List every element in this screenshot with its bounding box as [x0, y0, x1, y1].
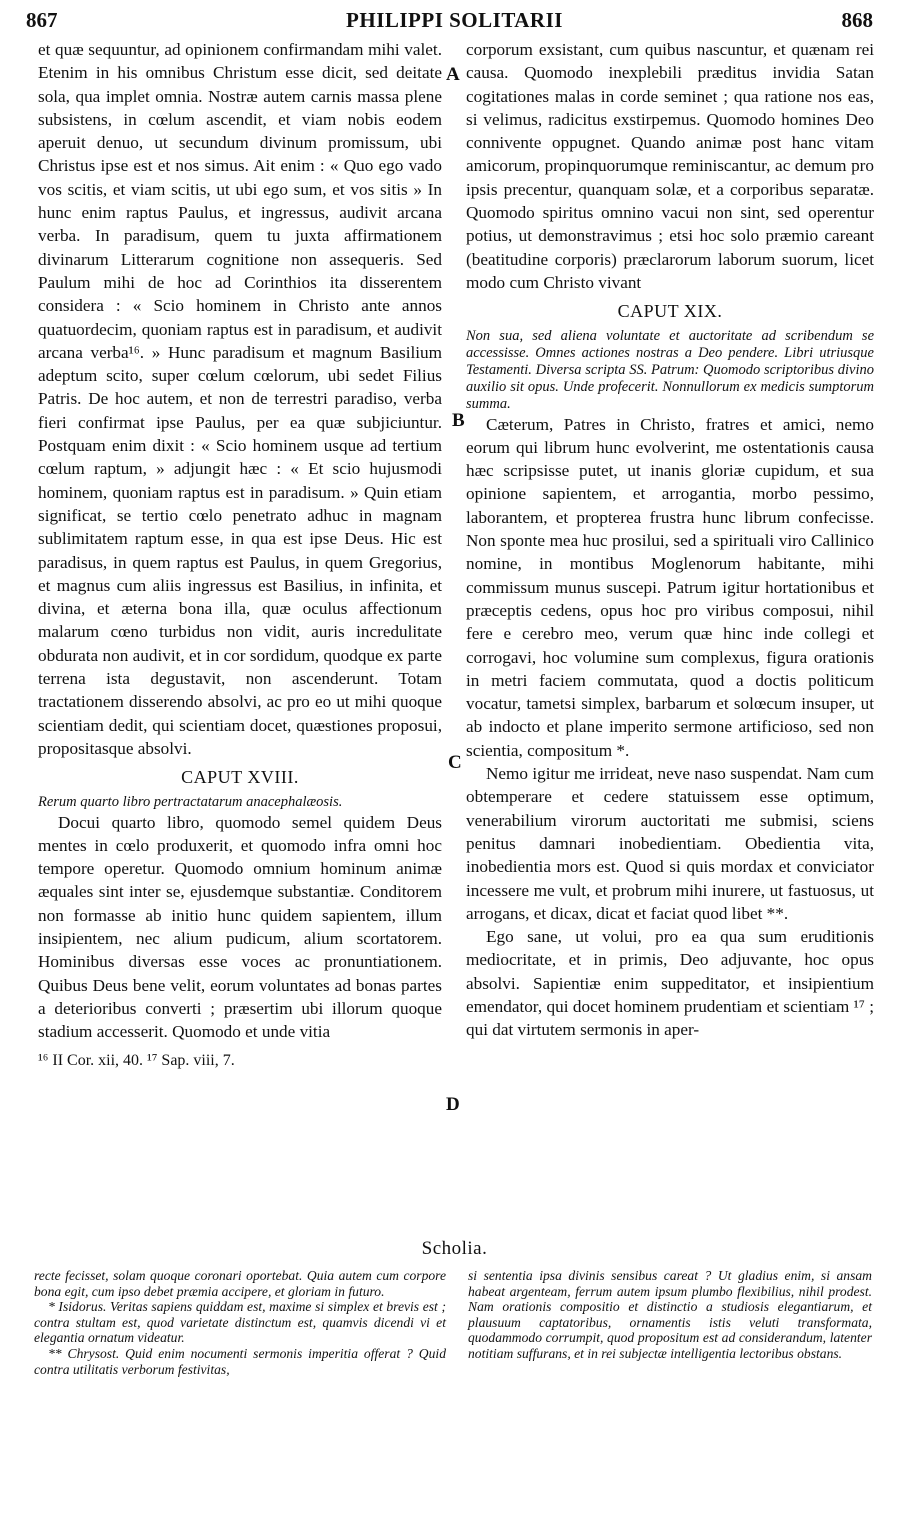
page-number-right: 868	[841, 8, 873, 32]
margin-letter-a: A	[446, 64, 460, 85]
chapter-summary-xviii: Rerum quarto libro pertractatarum anacephalæosis.	[38, 793, 343, 810]
left-paragraph-1: et quæ sequuntur, ad opinionem confirmandam mihi valet. Etenim in his omnibus Christum esse dicit, sed deitate sola, qua implet omnia. Nostræ autem carnis massa plene subsistens, in cœlum ascendit, et viam nobis eodem aperuit denuo, ut secundum divinum promissum, ubi Christus ipse est et nos simus. Ait enim : « Quo ego vado vos scitis, et viam scitis, ut ubi ego sum, et vos sitis » In hunc enim raptus Paulus, et ingressus, audivit arcana verba. In paradisum, quem tu juxta affirmationem divinarum Litterarum cognitione non assequeris. Sed Paulum mihi de hoc ad Corinthios ita disserentem considera : « Scio hominem in Christo ante annos quatuordecim, quoniam raptus est in paradisum, et audivit arcana verba¹⁶. » Hunc paradisum et magnum Basilium adeptum scito, super cœlum cœlorum, ubi sedet Filius Patris. De hoc autem, et non de terrestri paradiso, verba fieri confirmat ipse Paulus, per ea quæ subjiciuntur. Postquam enim dixit : « Scio hominem usque ad tertium cœlum raptum, » adjungit hæc : « Et scio hujusmodi hominem, quoniam raptus est in paradisum. » Quin etiam significat, se tertio cœlo penetrato adhuc in magnam sublimitatem raptum esse, in qua est ipse Deus. Hic est paradisus, in quem raptus est Paulus, in quem Gregorius, et magnus cum aliis ingressus est Basilius, in infinita, et divina, et æterna bona illa, quæ oculus affectionum malarum cœno turbidus non vidit, auris incredulitate obdurata non audivit, et in cor sordidum, quodque ex parte terrena ista degustavit, non ascenderunt. Totam tractationem disserendo absolvi, ac pro eo ut mihi quoque scientiam dedit, qui scientiam docet, quæstiones proposui, propositasque absolvi.	[38, 40, 442, 758]
scholion-4: si sententia ipsa divinis sensibus careat ? Ut gladius enim, si ansam habeat argenteam, ferrum autem ipsum plumbo flexibilius, nihil prodest. Nam orationis compositio et distinctio a studiosis elegantiarum, et plausuum captatoribus, ornamentis istis veluti transformata, quodammodo corrumpit, quod propositum est ad considerandum, latenter notitiam suffurans, et in rei subjectæ intelligentia lectoribus obstans.	[468, 1268, 872, 1361]
scholia-heading: Scholia.	[421, 1238, 488, 1259]
right-paragraph-3: Nemo igitur me irrideat, neve naso suspendat. Nam cum obtemperare et cedere statuissem esse optimum, venerabilium virorum auctoritati me submisi, sciens penitus damnari inobedientiam. Obedientia vita, inobedientia mors est. Quod si quis mordax et conviciator incessere me vult, et probrum mihi inurere, ut fastuosus, ut arrogans, et dicax, dicat et faciat quod libet **.	[466, 764, 874, 923]
left-paragraph-2: Docui quarto libro, quomodo semel quidem Deus mentes in cœlo produxerit, et quomodo infra omni hoc tempore operetur. Quomodo omnium hominum animæ æquales sint inter se, ejusdemque substantiæ. Conditorem non formasse ab initio hunc quidem sapientem, illum insipientem, nec alium pudicum, alium scortatorem. Hominibus diversas esse voces ac pronuntiationem. Quibus Deus bene velit, eorum voluntates ad bonas partes a deterioribus converti ; præsertim ubi illorum quoque stadium accesserit. Quomodo et unde vitia	[38, 812, 442, 1042]
scholia-right-column	[468, 1268, 872, 1362]
chapter-heading-xix: CAPUT XIX.	[617, 301, 723, 322]
right-paragraph-1: corporum exsistant, cum quibus nascuntur, et quænam rei causa. Quomodo inexplebili præditus invidia Satan cogitationes malas in corde seminet ; qua ratione nos eas, si velimus, radicitus exstirpemus. Quomodo homines Deo connivente oppugnet. Quando animæ post hanc vitam amicorum, propinquorumque reminiscantur, ac demum pro ipsis precentur, quanquam solæ, et a corporibus separatæ. Quomodo spiritus omnino vacui non sint, sed operentur potius, ut demonstravimus ; etsi hoc solo præmio careant (beatitudine corporis) præclarorum laborum suorum, licet modo cum Christo vivant	[466, 40, 874, 292]
page-number-left: 867	[26, 8, 58, 32]
scholion-3: ** Chrysost. Quid enim nocumenti sermonis imperitia offerat ? Quid contra utilitatis verborum festivitas,	[34, 1345, 446, 1377]
running-title: PHILIPPI SOLITARII	[346, 8, 563, 32]
scholion-1: recte fecisset, solam quoque coronari oportebat. Quia autem cum corpore bona egit, cum ipso debet præmia accipere, et gloriam in futuro.	[34, 1268, 446, 1299]
left-column	[38, 38, 442, 1073]
right-paragraph-2: Cæterum, Patres in Christo, fratres et amici, nemo eorum qui librum hunc evolverint, me ostentationis causa hæc scripsisse putet, ut inanis gloriæ cupidum, et sua opinione sapientem, et arrogantia, morbo pessimo, laborantem, et propterea frustra hunc librum confecisse. Non sponte mea huc prosilui, sed a spirituali viro Callinico nomine, in montibus Moglenorum habitante, mihi commissum munus suscepi. Patrum igitur hortationibus et præceptis cedens, opus hoc pro viribus composui, nihil fere e cerebro meo, verum quæ hinc inde collegi et corrogavi, hoc volumine sum complexus, figura orationis in metri faciem commutata, quod a doctis politicum vocatur, tametsi simplex, barbarum et solœcum insuper, ut ab indocto et plane imperito sermone artificioso, sed non scientia, compositum *.	[466, 414, 874, 760]
right-column	[466, 38, 874, 1042]
footnotes: ¹⁶ II Cor. xii, 40. ¹⁷ Sap. viii, 7.	[38, 1052, 235, 1070]
scholion-2: * Isidorus. Veritas sapiens quiddam est, maxime si simplex et brevis est ; contra stultam est, quod varietate distinctum est, quamvis dicendi vi et elegantia ornatum videatur.	[34, 1299, 446, 1346]
right-paragraph-4: Ego sane, ut volui, pro ea qua sum eruditionis mediocritate, et in primis, Deo adjuvante, hoc opus absolvi. Sapientiæ enim suppeditator, et insipientium emendator, qui docet hominem prudentiam et scientiam ¹⁷ ; qui dat virtutem sermonis in aper-	[466, 927, 874, 1040]
chapter-heading-xviii: CAPUT XVIII.	[181, 767, 299, 788]
margin-letter-c: C	[448, 752, 462, 773]
margin-letter-b: B	[452, 410, 465, 431]
scholia-left-column	[34, 1268, 446, 1377]
chapter-summary-xix: Non sua, sed aliena voluntate et auctoritate ad scribendum se accessisse. Omnes actiones nostras a Deo pendere. Libri utriusque Testamenti. Diversa scripta SS. Patrum: Quomodo scriptoribus divino auxilio sit opus. Unde profecerit. Nonnullorum ex medicis sumptorum summa.	[466, 327, 874, 412]
margin-letter-d: D	[446, 1094, 460, 1115]
running-header	[0, 8, 909, 38]
